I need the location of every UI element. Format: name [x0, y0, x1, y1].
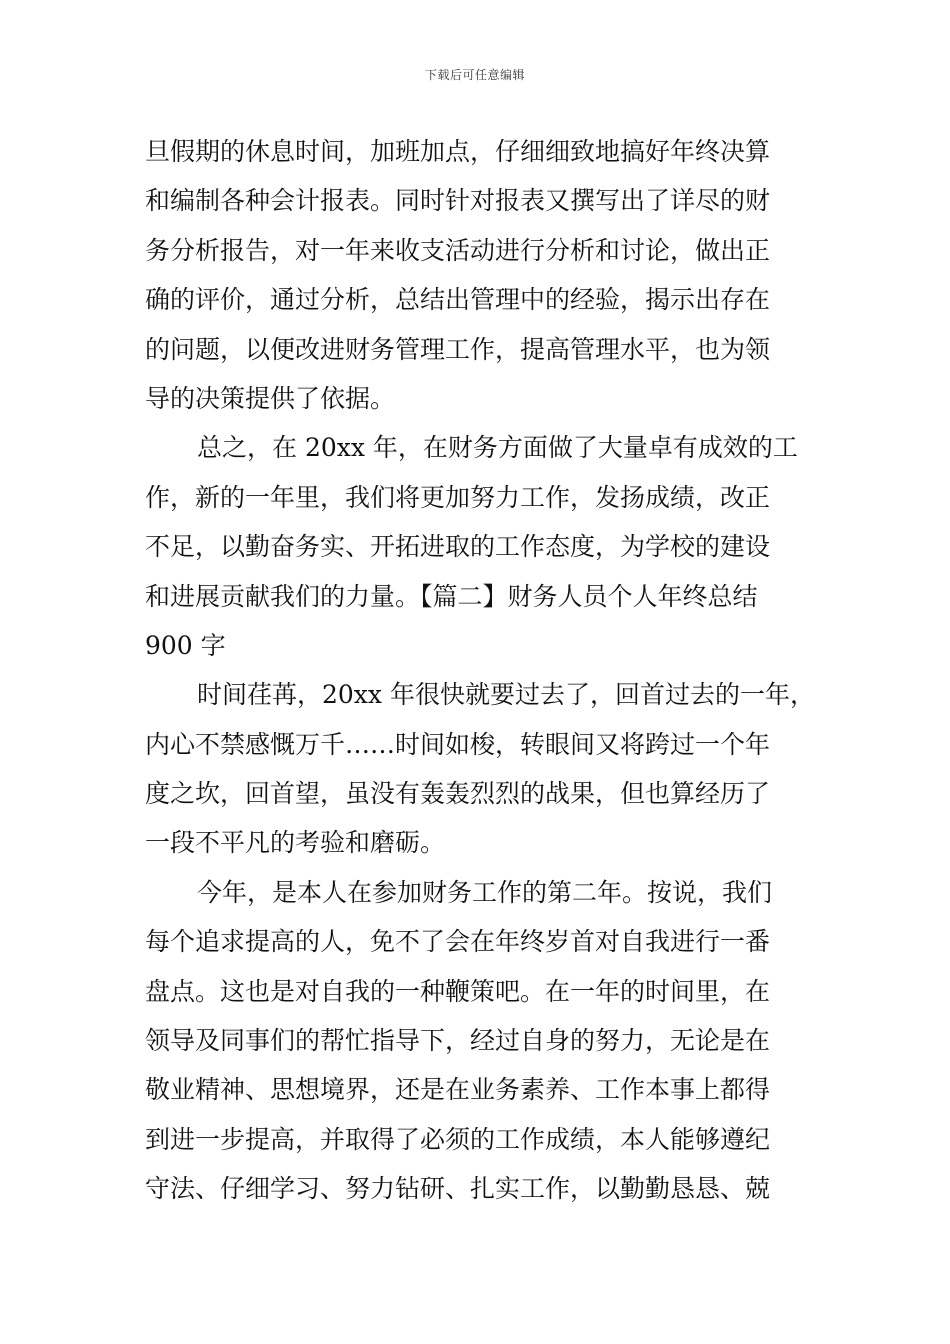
text-line: 作，新的一年里，我们将更加努力工作，发扬成绩，改正 [145, 482, 771, 512]
document-body [145, 127, 815, 1214]
text-line: 内心不禁感慨万千……时间如梭，转眼间又将跨过一个年 [145, 729, 771, 759]
text-line: 确的评价，通过分析，总结出管理中的经验，揭示出存在 [145, 285, 771, 315]
text-line: 守法、仔细学习、努力钻研、扎实工作，以勤勤恳恳、兢 [145, 1174, 771, 1204]
paragraph-start-line: 时间荏苒，20xx 年很快就要过去了，回首过去的一年， [197, 680, 815, 710]
text-line: 敬业精神、思想境界，还是在业务素养、工作本事上都得 [145, 1075, 771, 1105]
text-line: 的问题，以便改进财务管理工作，提高管理水平，也为领 [145, 334, 771, 364]
text-line: 每个追求提高的人，免不了会在年终岁首对自我进行一番 [145, 927, 771, 957]
text-line: 领导及同事们的帮忙指导下，经过自身的努力，无论是在 [145, 1026, 771, 1056]
text-line: 务分析报告，对一年来收支活动进行分析和讨论，做出正 [145, 235, 771, 265]
paragraph-start-line: 今年，是本人在参加财务工作的第二年。按说，我们 [197, 877, 773, 907]
text-line: 导的决策提供了依据。 [145, 383, 396, 413]
text-line: 和进展贡献我们的力量。【篇二】财务人员个人年终总结 [145, 581, 758, 611]
text-line: 900 字 [145, 630, 226, 660]
text-line: 度之坎，回首望，虽没有轰轰烈烈的战果，但也算经历了 [145, 779, 771, 809]
page-header: 下载后可任意编辑 [424, 68, 525, 82]
text-line: 盘点。这也是对自我的一种鞭策吧。在一年的时间里，在 [145, 976, 771, 1006]
text-line: 不足，以勤奋务实、开拓进取的工作态度，为学校的建设 [145, 532, 771, 562]
text-line: 到进一步提高，并取得了必须的工作成绩，本人能够遵纪 [145, 1124, 771, 1154]
text-line: 和编制各种会计报表。同时针对报表又撰写出了详尽的财 [145, 186, 771, 216]
paragraph-start-line: 总之，在 20xx 年，在财务方面做了大量卓有成效的工 [197, 433, 798, 463]
text-line: 一段不平凡的考验和磨砺。 [145, 828, 446, 858]
text-line: 旦假期的休息时间，加班加点，仔细细致地搞好年终决算 [145, 137, 771, 166]
